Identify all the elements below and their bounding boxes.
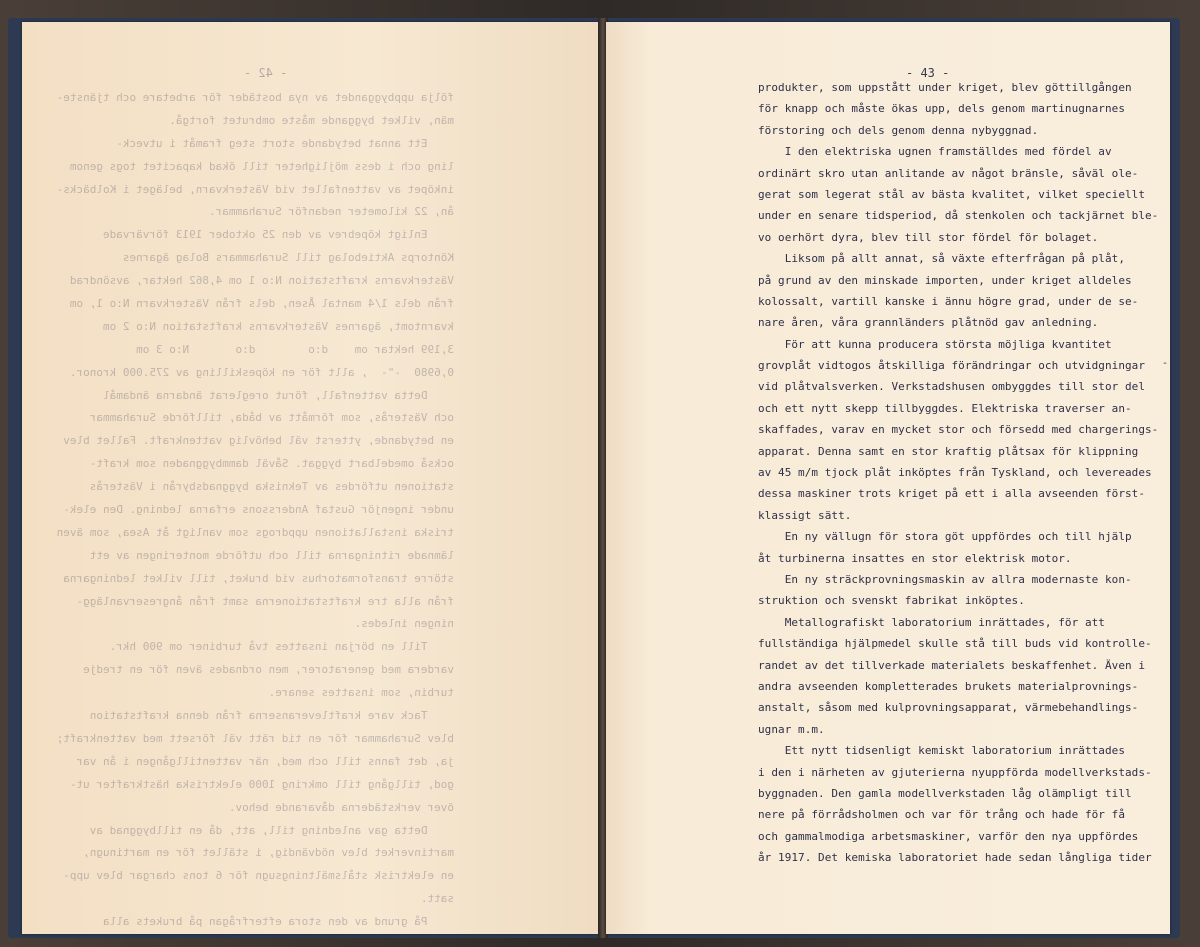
left-page-text-line: Ett annat betydande stort steg framåt i utveck- xyxy=(116,136,454,150)
left-page-text-line: Köntorps Aktiebolag till Surahammars Bolag ägarnes xyxy=(122,251,454,265)
right-page-text-line: byggnaden. Den gamla modellverkstaden låg olämpligt till xyxy=(758,786,1132,800)
right-page-number: - 43 - xyxy=(906,66,950,80)
left-page-text-line: ningen inledes. xyxy=(354,617,454,631)
right-page-text-line: En ny sträckprovningsmaskin av allra modernaste kon- xyxy=(758,572,1132,586)
right-page-text-line: Ett nytt tidsenligt kemiskt laboratorium inrättades xyxy=(758,744,1125,758)
right-page-text-line: åt turbinerna insattes en stor elektrisk motor. xyxy=(758,551,1072,565)
left-page-text-line: också omedelbart byggat. Såväl dammbyggnaden som kraft- xyxy=(89,457,454,471)
right-page-text-line: randet av det tillverkade materialets beskaffenhet. Även i xyxy=(758,658,1146,672)
left-page-text-line: blev Surahammar för en tid rätt väl försett med vattenkraft; xyxy=(56,731,454,745)
right-page-text-line: på grund av den minskade importen, under kriget alldeles xyxy=(758,273,1132,287)
left-page-text-line: Västerkvarns kraftstation N:o 1 om 4,862 hektar, avsöndrad xyxy=(69,274,454,288)
right-page-text-line: För att kunna producera största möjliga kvantitet xyxy=(758,337,1112,351)
right-page-text xyxy=(758,77,1159,868)
right-page-text-line: av 45 m/m tjock plåt inköptes från Tyskland, och levereades xyxy=(758,466,1152,480)
right-page-text-line: apparat. Denna samt en stor kraftig plåtsax för klippning xyxy=(758,444,1139,458)
right-page-text-line: och ett nytt skepp tillbyggdes. Elektriska traverser an- xyxy=(758,401,1132,415)
right-page-text-line: under en senare tidsperiod, då stenkolen och tackjärnet ble- xyxy=(758,209,1159,223)
left-page-text-line: Detta vattenfall, förut oreglerat ändarna ändamål xyxy=(103,388,454,402)
left-page-text-line: 0,6980 -"- , allt för en köpeskilling av 275.000 kronor. xyxy=(69,365,454,379)
right-page-text-line: för knapp och måste ökas upp, dels genom martinugnarnes xyxy=(758,102,1125,116)
left-page-text-line: en elektrisk stålsmältningsugn för 6 tons chargar blev upp- xyxy=(63,869,454,883)
left-page-text-line: och Västerås, som förmått av båda, tillförde Surahammar xyxy=(89,411,454,425)
right-page-text-line: år 1917. Det kemiska laboratoriet hade sedan långliga tider xyxy=(758,851,1152,865)
left-page-number: - 42 - xyxy=(244,66,288,80)
left-page-text-line: Till en början insattes två turbiner om 900 hkr. xyxy=(109,640,454,654)
left-page xyxy=(22,22,600,934)
right-page-text-line: fullständiga hjälpmedel skulle stå till buds vid kontrolle- xyxy=(758,637,1152,651)
right-page-text-line: Liksom på allt annat, så växte efterfrågan på plåt, xyxy=(758,252,1125,266)
left-page-text-line: under ingenjör Gustaf Anderssons erfarna ledning. Den elek- xyxy=(63,503,454,517)
left-page-text-line: ja, det fanns till och med, när vattentillgången i ån var xyxy=(76,754,454,768)
right-page-text-line: ordinärt skro utan anlitande av något bränsle, såväl ole- xyxy=(758,166,1139,180)
left-page-text-line: turbin, som insattes senare. xyxy=(268,686,454,700)
left-page-text-line: martinverket blev nödvändig, i stället för en martinugn, xyxy=(83,846,454,860)
left-page-text-line: från dels 1/4 mantal Åsen, dels från Västerkvarn N:o 1, om xyxy=(69,297,454,311)
right-page-text-line: nere på förrådsholmen och var för trång och hade för få xyxy=(758,808,1125,822)
left-page-text-line: Enligt köpebrev av den 25 oktober 1913 förvärvade xyxy=(103,228,454,242)
right-page-text-line: En ny vällugn för stora göt uppfördes och till hjälp xyxy=(758,530,1132,544)
right-page-text-line: nare åren, våra grannländers plåtnöd gav anledning. xyxy=(758,316,1099,330)
right-page-text-line: i den i närheten av gjuterierna nyuppförda modellverkstads- xyxy=(758,765,1152,779)
right-page-text-line: anstalt, såsom med kulprovningsapparat, värmebehandlings- xyxy=(758,701,1139,715)
right-page-text-line: vid plåtvalsverken. Verkstadshusen ombyggdes till stor del xyxy=(758,380,1146,394)
left-page-text-line: satt. xyxy=(420,892,454,906)
left-page-text-line: god, tillgång till omkring 1000 elektriska hästkrafter ut- xyxy=(69,777,454,791)
right-page-text-line: I den elektriska ugnen framställdes med fördel av xyxy=(758,145,1112,159)
right-page-text-line: struktion och svenskt fabrikat inköptes. xyxy=(758,594,1025,608)
right-page-text-line: klassigt sätt. xyxy=(758,508,852,522)
left-page-text-line: en betydande, ytterst väl behövlig vattenkraft. Fallet blev xyxy=(63,434,454,448)
left-page-text-line: inköpet av vattenfallet vid Västerkvarn, beläget i Kolbäcks- xyxy=(56,182,454,196)
left-page-text-line: från alla tre kraftstationerna samt från ångreservanlägg- xyxy=(76,594,454,608)
left-page-bleed-through-text xyxy=(44,87,454,934)
right-page-text-line: Metallografiskt laboratorium inrättades, för att xyxy=(758,615,1105,629)
right-page xyxy=(606,22,1170,934)
left-page-text-line: På grund av den stora efterfrågan på brukets alla xyxy=(103,915,454,929)
right-page-text-line: ugnar m.m. xyxy=(758,722,825,736)
left-page-text-line: lämnade ritningarna till och utförde monteringen av ett xyxy=(89,548,454,562)
right-page-text-line: gerat som legerat stål av bästa kvalitet, vilket speciellt xyxy=(758,187,1146,201)
left-page-text-line: ån, 22 kilometer nedanför Surahammar. xyxy=(208,205,454,219)
left-page-text-line: Detta gav anledning till, att, då en tillbyggnad av xyxy=(89,823,454,837)
right-page-text-line: förstoring och dels genom denna nybyggnad. xyxy=(758,123,1039,137)
right-page-text-line: produkter, som uppstått under kriget, blev göttillgången xyxy=(758,81,1132,94)
left-page-text-line: följa uppbyggandet av nya bostäder för arbetare och tjänste- xyxy=(56,91,454,104)
left-page-text-line: stationen utfördes av Tekniska byggnadsbyrån i Västerås xyxy=(89,480,454,494)
left-page-text-line: vardera med generatorer, men ordnades även för en tredje xyxy=(83,663,454,677)
right-page-text-line: grovplåt vidtogos åtskilliga förändringar och utvidgningar xyxy=(758,359,1146,373)
left-page-text-line: större transformatorhus vid bruket, till vilket ledningarna xyxy=(63,571,454,585)
right-page-text-line: skaffades, varav en mycket stor och försedd med chargerings- xyxy=(758,423,1159,437)
left-page-text-line: triska installationen uppdrogs som vanligt åt Asea, som även xyxy=(56,525,454,539)
left-page-text-line: över verkstäderna dåvarande behov. xyxy=(228,800,454,814)
left-page-text-line: Tack vare kraftleveranserna från denna kraftstation xyxy=(89,709,454,723)
right-page-text-line: och gammalmodiga arbetsmaskiner, varför den nya uppfördes xyxy=(758,829,1139,843)
left-page-text-line: män, vilket byggande måste ombrutet fortgå. xyxy=(169,113,454,127)
margin-mark: - xyxy=(1162,358,1169,369)
right-page-text-line: andra avseenden kompletterades brukets materialprovnings- xyxy=(758,679,1139,693)
right-page-text-line: kolossalt, vartill kanske i ännu högre grad, under de se- xyxy=(758,294,1139,308)
left-page-text-line: 3,199 hektar om d:o d:o N:o 3 om xyxy=(136,342,454,356)
right-page-text-line: dessa maskiner trots kriget på ett i alla avseenden först- xyxy=(758,487,1146,501)
right-page-text-line: vo oerhört dyra, blev till stor fördel för bolaget. xyxy=(758,230,1099,244)
left-page-text-line: ling och i dess möjligheter till ökad kapacitet togs genom xyxy=(69,159,454,173)
left-page-text-line: kvarntomt, ägarnes Västerkvarns kraftstation N:o 2 om xyxy=(103,319,454,333)
